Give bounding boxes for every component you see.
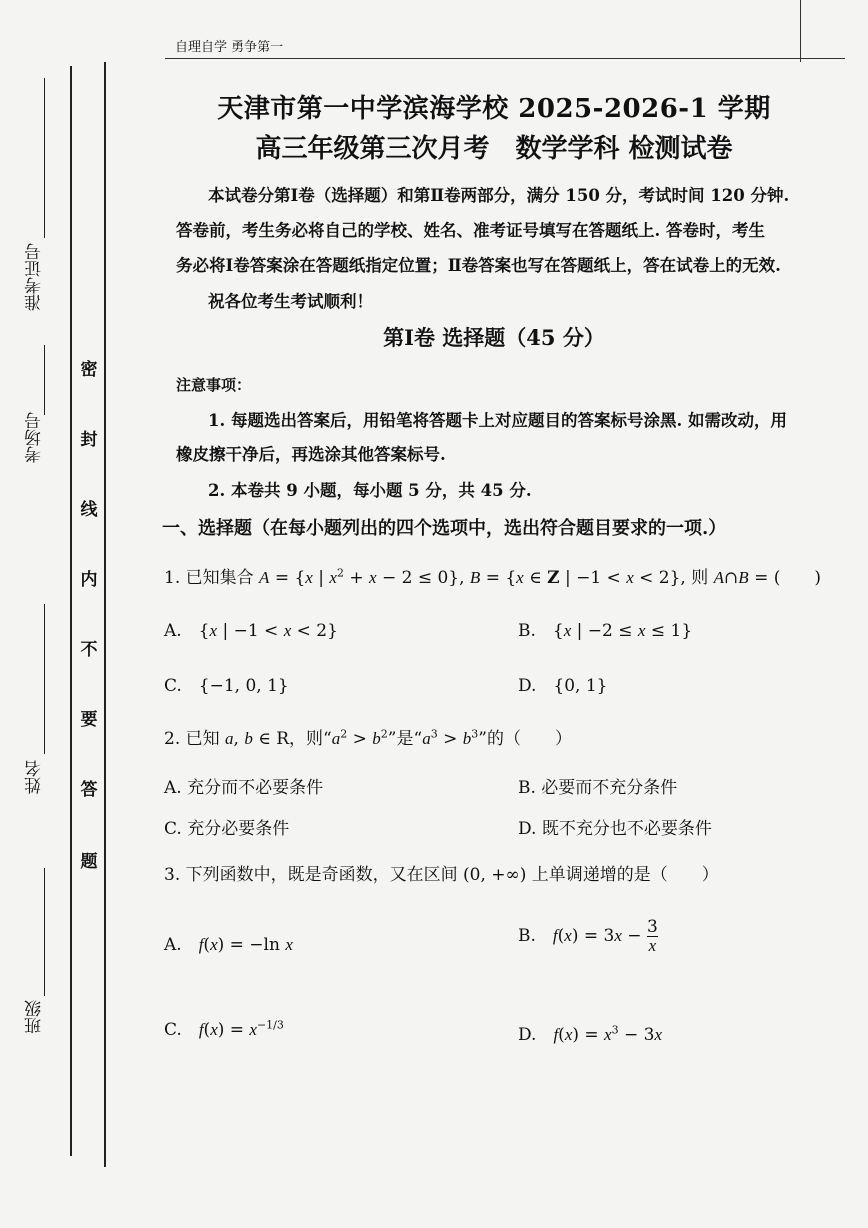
- question-2-option-d[interactable]: D. 既不充分也不必要条件: [518, 819, 712, 839]
- question-3-option-b[interactable]: B. f(x) = 3x − $\frac{3}{x}$: [518, 917, 658, 955]
- binding-line-inner: [104, 62, 106, 1167]
- seal-char: 要: [80, 710, 98, 730]
- question-2-option-a[interactable]: A. 充分而不必要条件: [164, 778, 324, 798]
- field-label-name: 姓名: [25, 760, 45, 794]
- notes-title: 注意事项：: [176, 376, 252, 394]
- exam-title-line1: 天津市第一中学滨海学校 2025-2026-1 学期: [217, 94, 771, 124]
- part-title: 一、选择题（在每小题列出的四个选项中，选出符合题目要求的一项.）: [162, 518, 727, 539]
- question-1-option-a[interactable]: A. {x | −1 < x < 2}: [164, 621, 338, 641]
- field-line-class: [44, 868, 45, 996]
- question-2-option-b[interactable]: B. 必要而不充分条件: [518, 778, 678, 798]
- field-line-room: [44, 345, 45, 415]
- note-1b: 橡皮擦干净后，再选涂其他答案标号.: [176, 445, 446, 464]
- seal-char: 封: [80, 430, 98, 450]
- question-1-option-d[interactable]: D. {0, 1}: [518, 676, 608, 696]
- intro-p3: 祝各位考生考试顺利！: [208, 292, 373, 311]
- field-line-name: [44, 604, 45, 754]
- header-rule: [165, 58, 845, 59]
- note-1a: 1. 每题选出答案后，用铅笔将答题卡上对应题目的答案标号涂黑. 如需改动，用: [208, 411, 787, 430]
- question-3-option-d[interactable]: D. $f(x) = x^3 - 3x$: [518, 1023, 663, 1045]
- seal-char: 答: [80, 780, 98, 800]
- question-3-option-c[interactable]: C. $f(x) = x^{-1/3}$: [164, 1018, 284, 1040]
- intro-p2a: 答卷前，考生务必将自己的学校、姓名、准考证号填写在答题纸上. 答卷时，考生: [176, 221, 765, 240]
- question-1-option-c[interactable]: C. {−1, 0, 1}: [164, 676, 289, 696]
- intro-p1: 本试卷分第Ⅰ卷（选择题）和第Ⅱ卷两部分，满分 150 分，考试时间 120 分钟.: [208, 186, 790, 205]
- intro-p2b: 务必将Ⅰ卷答案涂在答题纸指定位置；Ⅱ卷答案也写在答题纸上，答在试卷上的无效.: [176, 256, 781, 275]
- right-margin-rule: [800, 0, 801, 62]
- seal-char: 密: [80, 360, 98, 380]
- seal-char: 不: [80, 640, 98, 660]
- seal-char: 线: [80, 500, 98, 520]
- question-3-option-a[interactable]: A. f(x) = −ln x: [164, 935, 293, 955]
- field-label-room: 考场号: [25, 412, 45, 463]
- exam-title-line2: 高三年级第三次月考 数学学科 检测试卷: [255, 134, 733, 164]
- question-3-stem: 3. 下列函数中，既是奇函数，又在区间 (0, +∞) 上单调递增的是（ ）: [164, 865, 719, 885]
- binding-line-outer: [70, 66, 72, 1156]
- header-motto: 自理自学 勇争第一: [175, 40, 284, 55]
- note-2: 2. 本卷共 9 小题，每小题 5 分，共 45 分.: [208, 481, 532, 500]
- seal-char: 题: [80, 852, 98, 872]
- question-2-option-c[interactable]: C. 充分必要条件: [164, 819, 290, 839]
- section-title: 第Ⅰ卷 选择题（45 分）: [383, 325, 605, 350]
- field-label-class: 班级: [25, 1000, 45, 1034]
- question-2-stem: 2. 已知 a, b ∈ R，则“$a^2 > b^2$”是“$a^3 > b^3$”的（ ）: [164, 727, 572, 749]
- question-1-option-b[interactable]: B. {x | −2 ≤ x ≤ 1}: [518, 621, 693, 641]
- field-label-exam-id: 准考证号: [25, 243, 45, 311]
- seal-char: 内: [80, 570, 98, 590]
- question-1-stem: 1. 已知集合 A = {x | $x^2 + x - 2 \le 0$}, B = {x ∈ Z | −1 < x < 2}, 则 A∩B = ( ): [164, 566, 822, 588]
